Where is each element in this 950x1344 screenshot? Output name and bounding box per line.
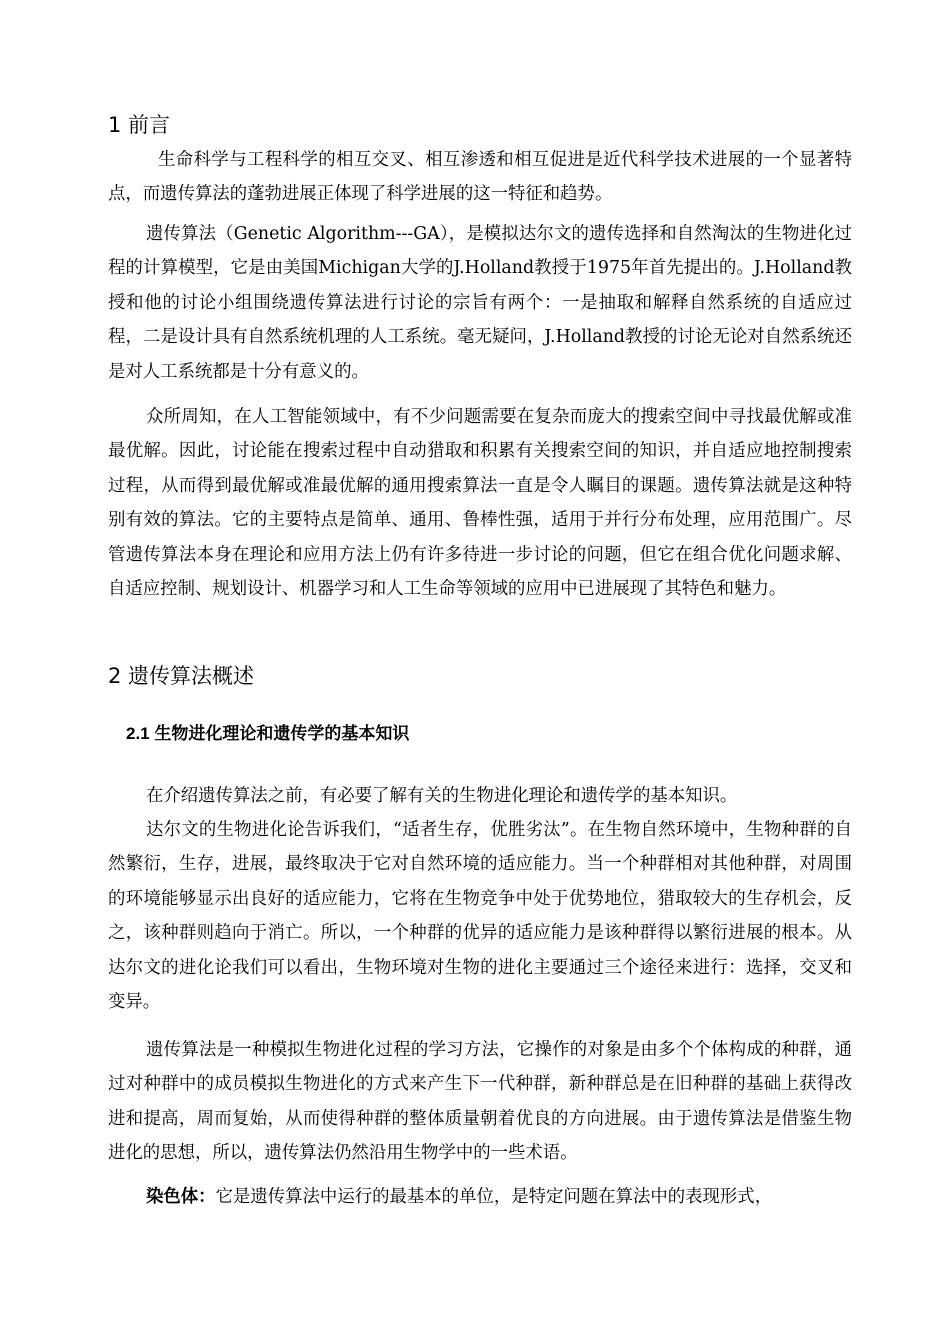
paragraph-ga-definition: 遗传算法（Genetic Algorithm---GA），是模拟达尔文的遗传选择和自然淘汰的生物进化过程的计算模型，它是由美国Michigan大学的J.Holland教授于1975年首先提出的。J.Holland教授和他的讨论小组围绕遗传算法进行讨论的宗旨有两个：一是抽取和解释自然系统的自适应过程，二是设计具有自然系统机理的人工系统。毫无疑问，J.Holland教授的讨论无论对自然系统还是对人工系统都是十分有意义的。: [108, 224, 852, 382]
paragraph-darwin: 达尔文的生物进化论告诉我们，“适者生存，优胜劣汰”。在生物自然环境中，生物种群的自然繁衍，生存，进展，最终取决于它对自然环境的适应能力。当一个种群相对其他种群，对周围的环境能够显示出良好的适应能力，它将在生物竞争中处于优势地位，猎取较大的生存机会，反之，该种群则趋向于消亡。所以，一个种群的优异的适应能力是该种群得以繁衍进展的根本。从达尔文的进化论我们可以看出，生物环境对生物的进化主要通过三个途径来进行：选择，交叉和变异。: [108, 820, 852, 1013]
section-heading-preface: 1 前言: [108, 113, 171, 137]
subsection-heading-biology: 2.1 生物进化理论和遗传学的基本知识: [126, 724, 410, 743]
paragraph-intro: 生命科学与工程科学的相互交叉、相互渗透和相互促进是近代科学技术进展的一个显著特点，而遗传算法的蓬勃进展正体现了科学进展的这一特征和趋势。: [108, 150, 852, 205]
paragraph-ga-significance: 众所周知，在人工智能领域中，有不少问题需要在复杂而庞大的搜索空间中寻找最优解或准最优解。因此，讨论能在搜索过程中自动猎取和积累有关搜索空间的知识，并自适应地控制搜索过程，从而得到最优解或准最优解的通用搜索算法一直是令人瞩目的课题。遗传算法就是这种特别有效的算法。它的主要特点是简单、通用、鲁棒性强，适用于并行分布处理，应用范围广。尽管遗传算法本身在理论和应用方法上仍有许多待进一步讨论的问题，但它在组合优化问题求解、自适应控制、规划设计、机器学习和人工生命等领域的应用中已进展现了其特色和魅力。: [108, 407, 852, 600]
paragraph-chromosome: [108, 1180, 852, 1214]
term-label-chromosome: 染色体：: [146, 1187, 216, 1207]
paragraph-biology-intro: 在介绍遗传算法之前，有必要了解有关的生物进化理论和遗传学的基本知识。: [146, 786, 738, 806]
section-heading-overview: 2 遗传算法概述: [108, 664, 255, 688]
paragraph-ga-method: 遗传算法是一种模拟生物进化过程的学习方法，它操作的对象是由多个个体构成的种群，通过对种群中的成员模拟生物进化的方式来产生下一代种群，新种群总是在旧种群的基础上获得改进和提高，周而复始，从而使得种群的整体质量朝着优良的方向进展。由于遗传算法是借鉴生物进化的思想，所以，遗传算法仍然沿用生物学中的一些术语。: [108, 1040, 852, 1164]
term-text-chromosome: 它是遗传算法中运行的最基本的单位，是特定问题在算法中的表现形式，: [215, 1187, 773, 1207]
